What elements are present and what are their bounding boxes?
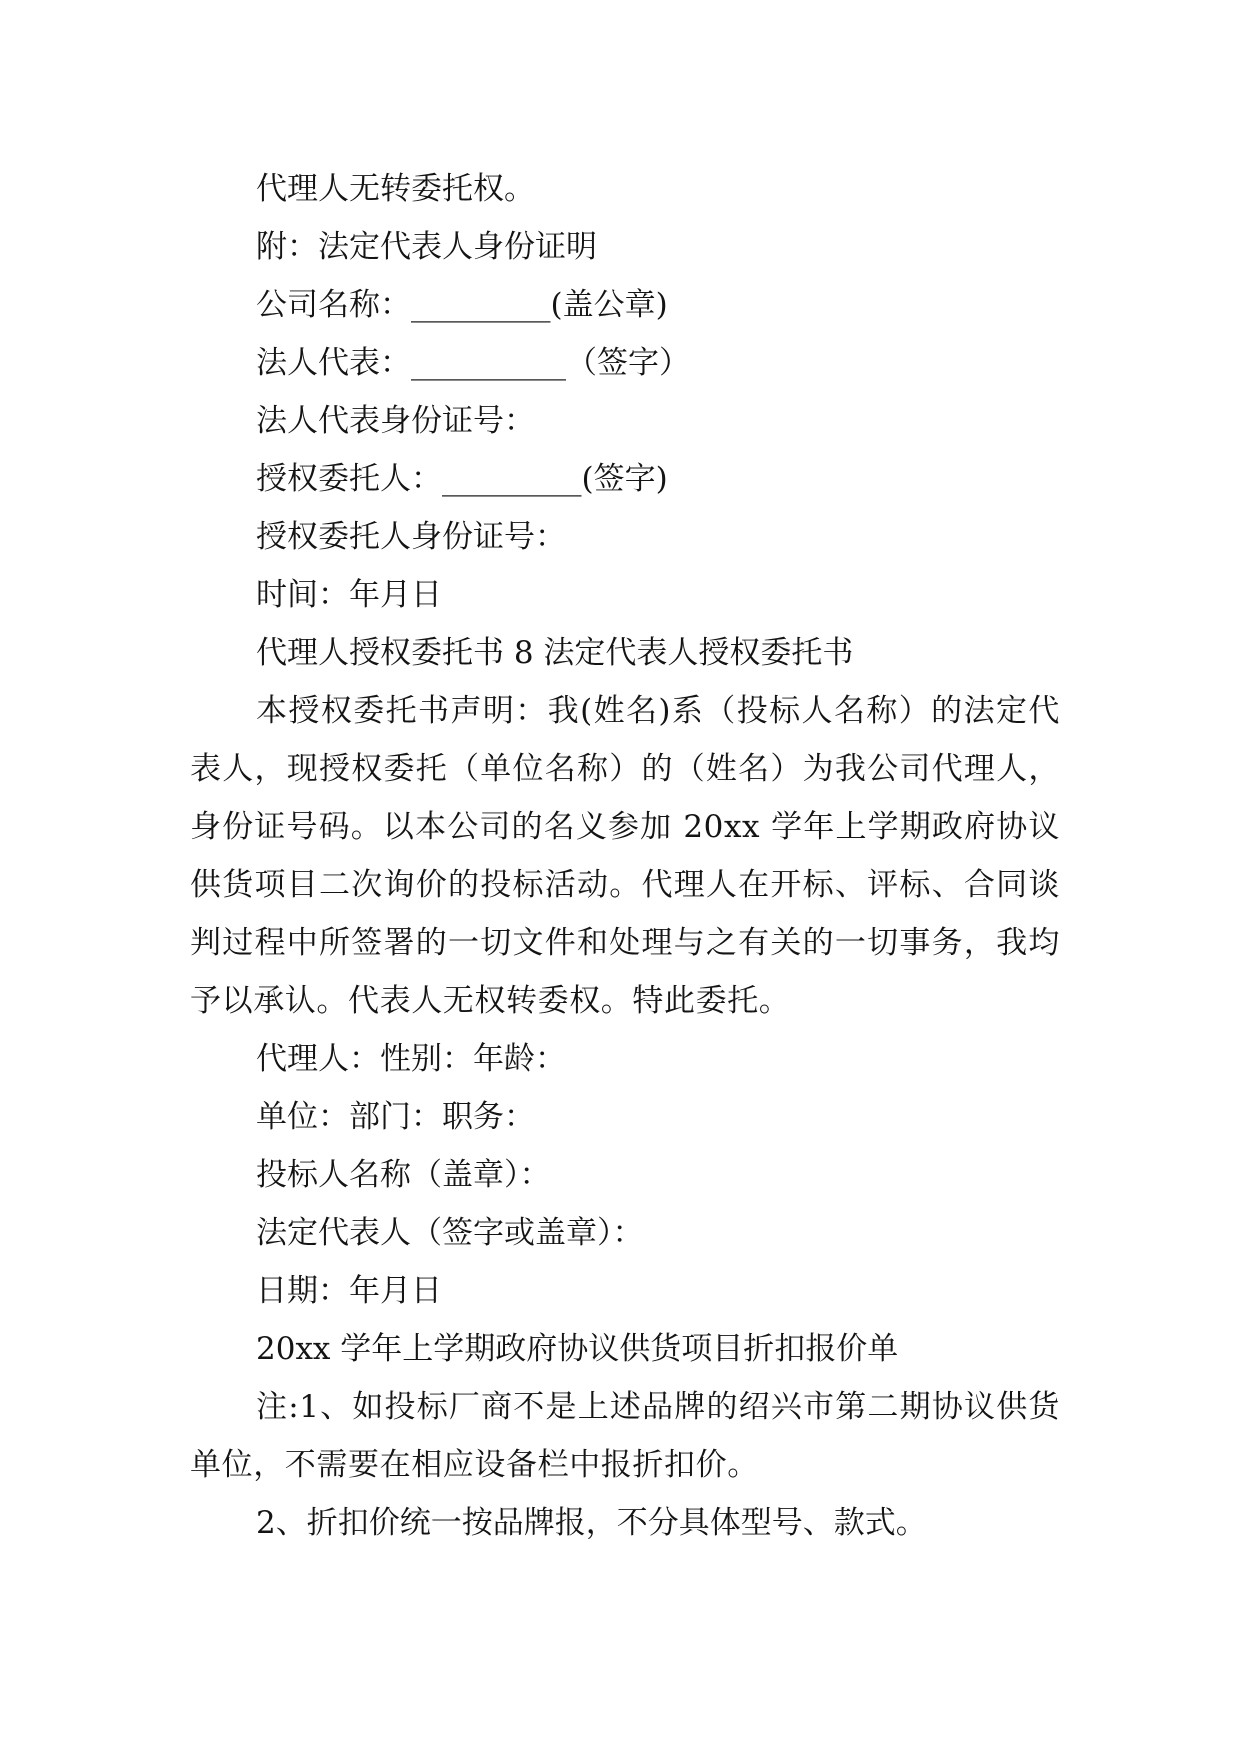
field-legal-representative: 法人代表：__________（签字） [256,345,690,381]
paragraph-no-subdelegation: 代理人无转委托权。 [256,171,535,207]
field-authorized-agent-id-number: 授权委托人身份证号： [256,519,566,555]
field-bidder-name-seal: 投标人名称（盖章）： [256,1157,551,1193]
field-agent-gender-age: 代理人：性别：年龄： [256,1041,566,1077]
document-page [190,160,1060,1552]
field-authorized-agent: 授权委托人：_________(签字) [256,461,668,497]
field-date: 时间：年月日 [256,577,442,613]
section-heading-discount-quote: 20xx 学年上学期政府协议供货项目折扣报价单 [256,1331,899,1367]
paragraph-note-1: 注:1、如投标厂商不是上述品牌的绍兴市第二期协议供货单位，不需要在相应设备栏中报折扣价。 [190,1389,1060,1483]
field-legal-rep-signature: 法定代表人（签字或盖章）： [256,1215,644,1251]
section-heading-authorization: 代理人授权委托书 8 法定代表人授权委托书 [256,635,854,671]
paragraph-note-2: 2、折扣价统一按品牌报，不分具体型号、款式。 [256,1505,927,1541]
paragraph-attachment-title: 附：法定代表人身份证明 [256,229,597,265]
field-unit-department-position: 单位：部门：职务： [256,1099,535,1135]
paragraph-authorization-statement: 本授权委托书声明：我(姓名)系（投标人名称）的法定代表人，现授权委托（单位名称）的（姓名）为我公司代理人，身份证号码。以本公司的名义参加 20xx 学年上学期政府协议供货项目二次询价的投标活动。代理人在开标、评标、合同谈判过程中所签署的一切文件和处理与之有关的一切事务，我均予以承认。代表人无权转委权。特此委托。 [190,693,1060,1019]
field-signing-date: 日期：年月日 [256,1273,442,1309]
field-legal-rep-id-number: 法人代表身份证号： [256,403,535,439]
field-company-name: 公司名称：_________(盖公章) [256,287,668,323]
